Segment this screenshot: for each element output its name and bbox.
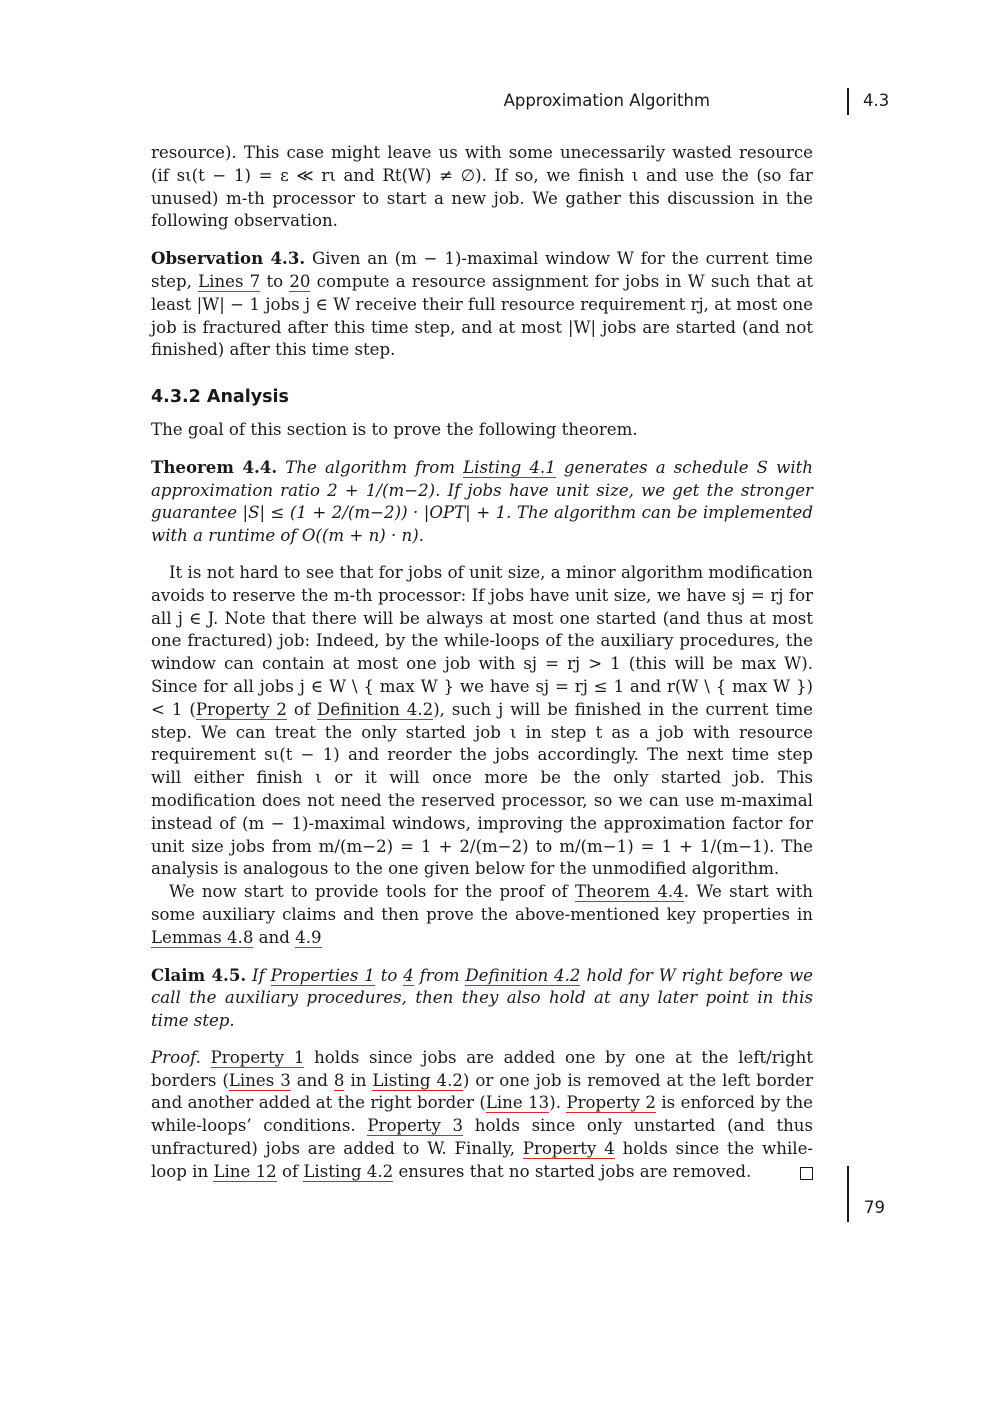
line-8-link[interactable]: 8 [333,1070,345,1090]
tools-paragraph: We now start to provide tools for the proof of Theorem 4.4. We start with some auxiliary claims and then prove the above-mentioned key properties in Lemmas 4.8 and 4.9 [151,882,813,947]
properties-1-link[interactable]: Properties 1 [270,965,375,985]
property-1-link[interactable]: Property 1 [210,1047,305,1067]
lines-3-link[interactable]: Lines 3 [228,1070,291,1090]
running-title: Approximation Algorithm [503,91,710,110]
definition-4-2-link[interactable]: Definition 4.2 [317,699,434,719]
unit-size-paragraph: It is not hard to see that for jobs of unit size, a minor algorithm modification avoids to reserve the m-th processor: If jobs have unit size, we have sj = rj for all j ∈ J. Note that there will be always at most one started (and thus at most one fractured) job: Indeed, by the while-loops of the auxiliary procedures, the window can contain at most one job with sj = rj > 1 (this will be max W). Since for all jobs j ∈ W \ { max W } we have sj = rj ≤ 1 and r(W \ { max W }) < 1 (Property 2 of Definition 4.2), such j will be finished in the current time step. We can treat the only started job ι in step t as a job with resource requirement sι(t − 1) and reorder the jobs accordingly. The next time step will either finish ι or it will once more be the only started job. This modification does not need the reserved processor, so we can use m-maximal instead of (m − 1)-maximal windows, improving the approximation factor for unit size jobs from m/(m−2) = 1 + 2/(m−2) to m/(m−1) = 1 + 1/(m−1). The analysis is analogous to the one given below for the unmodified algorithm. [151,562,814,879]
subsection-heading: 4.3.2 Analysis [151,387,289,408]
property-2-proof-link[interactable]: Property 2 [566,1093,656,1113]
property-2-link[interactable]: Property 2 [195,699,287,719]
theorem-4-4-link[interactable]: Theorem 4.4 [574,882,684,902]
property-4-link[interactable]: Property 4 [522,1139,615,1159]
lemma-4-9-link[interactable]: 4.9 [295,927,322,947]
proof-label: Proof. [151,1047,201,1067]
proof-block: Proof. Property 1 holds since jobs are added one by one at the left/right borders (Lines 3 and 8 in Listing 4.2) or one job is removed at the left border and another added at the right border (Line 13). Property 2 is enforced by the while-loops’ conditions. Property 3 holds since only unstarted (and thus unfractured) jobs are added to W. Finally, Property 4 holds since the while-loop in Line 12 of Listing 4.2 ensures that no started jobs are removed. [151,1047,814,1181]
section-intro: The goal of this section is to prove the following theorem. [151,419,638,439]
page-body [151,142,813,1184]
page-number: 79 [864,1198,885,1217]
theorem-4-4: Theorem 4.4. The algorithm from Listing 4.1 generates a schedule S with approximation ratio 2 + 1/(m−2). If jobs have unit size, we get the stronger guarantee |S| ≤ (1 + 2/(m−2)) · |OPT| + 1. The algorithm can be implemented with a runtime of O((m + n) · n). [151,456,813,546]
line-12-link[interactable]: Line 12 [213,1161,277,1181]
listing-4-2-proof-link[interactable]: Listing 4.2 [303,1161,394,1181]
header-rule [847,88,849,115]
line-20-link[interactable]: 20 [289,271,311,291]
property-3-link[interactable]: Property 3 [367,1116,464,1136]
lemmas-4-8-link[interactable]: Lemmas 4.8 [151,927,254,947]
property-4-ref-link[interactable]: 4 [403,965,414,985]
footer-rule [847,1166,849,1222]
line-13-link[interactable]: Line 13 [485,1093,550,1113]
paragraph-continuation: resource). This case might leave us with some unecessarily wasted resource (if sι(t − 1) = ε ≪ rι and Rt(W) ≠ ∅). If so, we finish ι and use the (so far unused) m-th processor to start a new job. We gather this discussion in the following observation. [151,143,813,231]
theorem-head: Theorem 4.4. [151,456,278,477]
definition-4-2-claim-link[interactable]: Definition 4.2 [465,965,581,985]
observation-head: Observation 4.3. [151,248,306,269]
listing-4-1-link[interactable]: Listing 4.1 [463,457,556,477]
qed-box-icon [800,1167,813,1180]
section-number: 4.3 [863,91,890,110]
claim-4-5: Claim 4.5. If Properties 1 to 4 from Definition 4.2 hold for W right before we call the auxiliary procedures, then they also hold at any later point in this time step. [151,964,813,1031]
listing-4-2-link[interactable]: Listing 4.2 [372,1070,463,1090]
claim-head: Claim 4.5. [151,964,247,985]
observation-4-3: Observation 4.3. Given an (m − 1)-maximal window W for the current time step, Lines 7 to 20 compute a resource assignment for jobs in W such that at least |W| − 1 jobs j ∈ W receive their full resource requirement rj, at most one job is fractured after this time step, and at most |W| jobs are started (and not finished) after this time step. [151,248,814,360]
page-header [503,88,900,116]
lines-7-link[interactable]: Lines 7 [198,271,261,291]
